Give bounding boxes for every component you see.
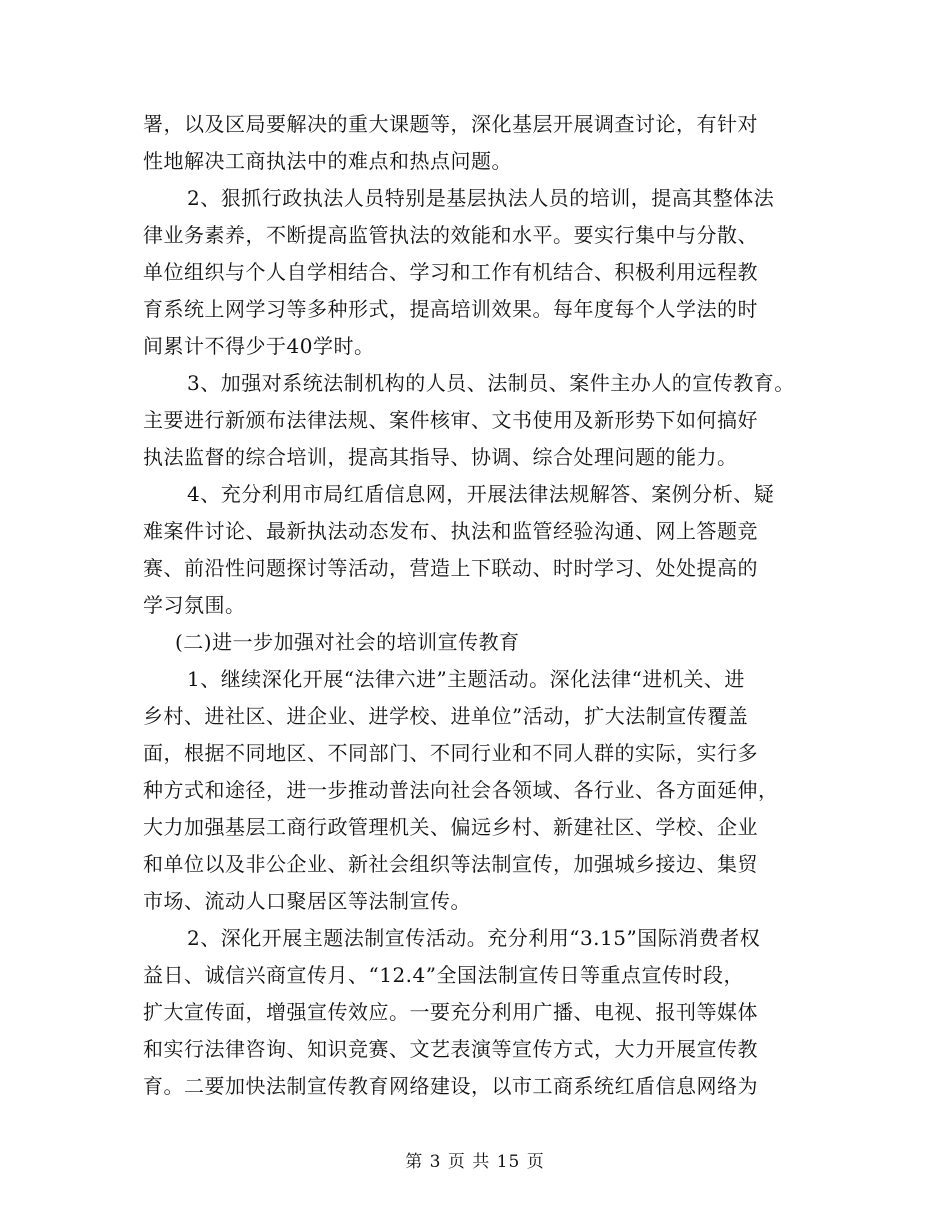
text-line: 大力加强基层工商行政管理机关、偏远乡村、新建社区、学校、企业 [143, 815, 758, 839]
text-line: 益日、诚信兴商宣传月、“12.4”全国法制宣传日等重点宣传时段， [143, 963, 744, 987]
text-line: 育系统上网学习等多种形式，提高培训效果。每年度每个人学法的时 [143, 297, 758, 321]
text-line: 赛、前沿性问题探讨等活动，营造上下联动、时时学习、处处提高的 [143, 556, 758, 580]
text-line: 面，根据不同地区、不同部门、不同行业和不同人群的实际，实行多 [143, 741, 758, 765]
text-line: 2、深化开展主题法制宣传活动。充分利用“3.15”国际消费者权 [187, 926, 761, 950]
text-line: 学习氛围。 [143, 593, 246, 617]
text-line: 扩大宣传面，增强宣传效应。一要充分利用广播、电视、报刊等媒体 [143, 1000, 758, 1024]
text-line: 3、加强对系统法制机构的人员、法制员、案件主办人的宣传教育。 [187, 371, 795, 395]
text-line: 1、继续深化开展“法律六进”主题活动。深化法律“进机关、进 [187, 667, 745, 691]
text-line: 种方式和途径，进一步推动普法向社会各领域、各行业、各方面延伸， [143, 778, 779, 802]
section-heading: (二)进一步加强对社会的培训宣传教育 [175, 630, 520, 654]
text-line: 性地解决工商执法中的难点和热点问题。 [143, 149, 512, 173]
text-line: 署，以及区局要解决的重大课题等，深化基层开展调查讨论，有针对 [143, 112, 758, 136]
text-line: 育。二要加快法制宣传教育网络建设，以市工商系统红盾信息网络为 [143, 1074, 758, 1098]
text-line: 主要进行新颁布法律法规、案件核审、文书使用及新形势下如何搞好 [143, 408, 758, 432]
text-line: 市场、流动人口聚居区等法制宣传。 [143, 889, 471, 913]
text-line: 执法监督的综合培训，提高其指导、协调、综合处理问题的能力。 [143, 445, 738, 469]
text-line: 难案件讨论、最新执法动态发布、执法和监管经验沟通、网上答题竞 [143, 519, 758, 543]
text-line: 和单位以及非公企业、新社会组织等法制宣传，加强城乡接边、集贸 [143, 852, 758, 876]
page-number-footer: 第 3 页 共 15 页 [405, 1152, 545, 1172]
text-line: 单位组织与个人自学相结合、学习和工作有机结合、积极利用远程教 [143, 260, 758, 284]
text-line: 2、狠抓行政执法人员特别是基层执法人员的培训，提高其整体法 [187, 186, 775, 210]
body-text [143, 106, 823, 1105]
text-line: 间累计不得少于40学时。 [143, 334, 375, 358]
text-line: 4、充分利用市局红盾信息网，开展法律法规解答、案例分析、疑 [187, 482, 775, 506]
text-line: 和实行法律咨询、知识竞赛、文艺表演等宣传方式，大力开展宣传教 [143, 1037, 758, 1061]
text-line: 律业务素养，不断提高监管执法的效能和水平。要实行集中与分散、 [143, 223, 758, 247]
text-line: 乡村、进社区、进企业、进学校、进单位”活动，扩大法制宣传覆盖 [143, 704, 749, 728]
